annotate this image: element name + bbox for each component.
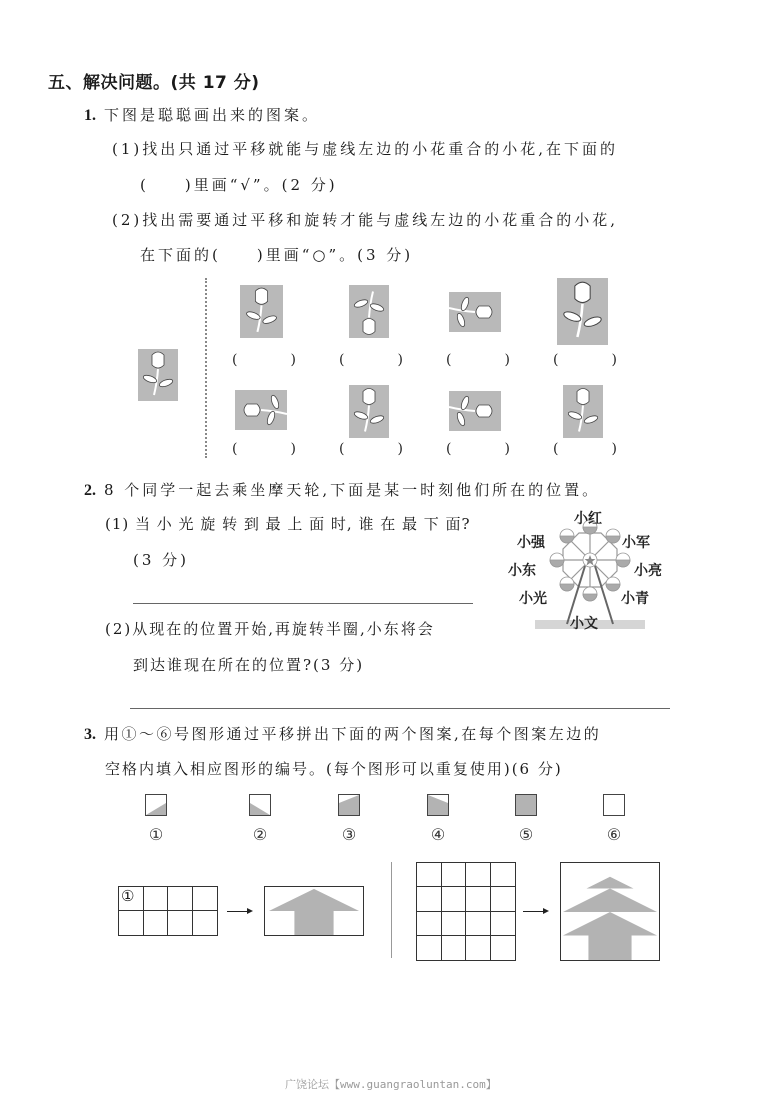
- wheel-label-bottom-left: 小光: [519, 591, 547, 607]
- pattern1-cell[interactable]: [193, 911, 218, 935]
- q1-sub2-line1: (2)找出需要通过平移和旋转才能与虚线左边的小花重合的小花,: [112, 211, 619, 229]
- answer-blank-r1-3[interactable]: [446, 352, 510, 368]
- q2-sub1-line2: (3 分): [133, 551, 190, 569]
- q2-stem: [84, 479, 600, 500]
- paren-left: (: [232, 441, 238, 457]
- tile-1-label: ①: [148, 825, 164, 844]
- paren-right: ): [397, 352, 403, 368]
- section-title: 五、解决问题。(共 17 分): [48, 73, 260, 93]
- pattern2-cell[interactable]: [466, 912, 491, 936]
- pattern2-cell[interactable]: [466, 863, 491, 887]
- paren-left: (: [553, 441, 559, 457]
- pattern2-cell[interactable]: [417, 863, 442, 887]
- arrow-right-icon: [227, 911, 251, 912]
- pattern2-cell[interactable]: [466, 936, 491, 960]
- q1-sub1-line2: ( )里画“√”。(2 分): [140, 176, 338, 194]
- flower-r1-3-icon: [449, 292, 501, 332]
- pattern2-cell[interactable]: [417, 887, 442, 911]
- pattern1-cell[interactable]: [144, 911, 169, 935]
- reference-flower-icon: [138, 349, 178, 401]
- q1-sub2-line2: 在下面的( )里画“○”。(3 分): [140, 246, 414, 264]
- pattern1-target: [264, 886, 364, 936]
- q1-number: 1.: [84, 107, 96, 124]
- answer-blank-r2-2[interactable]: [339, 441, 403, 457]
- tile-4-icon: [427, 794, 449, 816]
- answer-blank-r1-1[interactable]: [232, 352, 296, 368]
- arrow-house-icon: [265, 887, 363, 935]
- answer-blank-r1-2[interactable]: [339, 352, 403, 368]
- q2-sub2-line1: (2)从现在的位置开始,再旋转半圈,小东将会: [105, 620, 435, 638]
- q2-number: 2.: [84, 482, 96, 499]
- q2-stem-text: 8 个同学一起去乘坐摩天轮,下面是某一时刻他们所在的位置。: [104, 481, 601, 499]
- q1-stem: [84, 104, 320, 125]
- q3-stem-text: 用①～⑥号图形通过平移拼出下面的两个图案,在每个图案左边的: [104, 725, 602, 743]
- wheel-label-top: 小红: [574, 511, 602, 527]
- dashed-divider: [205, 278, 207, 458]
- q1-sub1-line1: (1)找出只通过平移就能与虚线左边的小花重合的小花,在下面的: [112, 140, 619, 158]
- ferris-wheel-diagram: [505, 508, 680, 648]
- pattern2-cell[interactable]: [442, 912, 467, 936]
- pattern1-cell[interactable]: [144, 887, 169, 911]
- flower-r2-2-icon: [349, 385, 389, 438]
- paren-right: ): [611, 352, 617, 368]
- q2-answer1-line[interactable]: [133, 603, 473, 604]
- wheel-label-top-left: 小强: [517, 535, 545, 551]
- pattern1-cell[interactable]: ①: [119, 887, 144, 911]
- wheel-label-bottom-right: 小青: [621, 591, 649, 607]
- pattern1-cell[interactable]: [168, 887, 193, 911]
- tile-3-label: ③: [341, 825, 357, 844]
- tile-6-label: ⑥: [606, 825, 622, 844]
- tile-4-label: ④: [430, 825, 446, 844]
- pattern2-answer-grid: [416, 862, 516, 961]
- q1-stem-text: 下图是聪聪画出来的图案。: [104, 106, 321, 124]
- paren-right: ): [290, 441, 296, 457]
- answer-blank-r1-4[interactable]: [553, 352, 617, 368]
- pattern2-cell[interactable]: [491, 936, 516, 960]
- q2-sub2-line2: 到达谁现在所在的位置?(3 分): [133, 656, 365, 674]
- q2-sub1-line1: (1) 当 小 光 旋 转 到 最 上 面 时, 谁 在 最 下 面?: [105, 515, 471, 533]
- wheel-label-right: 小亮: [634, 563, 662, 579]
- flower-r1-4-icon: [557, 278, 608, 345]
- footer-watermark: 广饶论坛【www.guangraoluntan.com】: [285, 1078, 497, 1091]
- answer-blank-r2-1[interactable]: [232, 441, 296, 457]
- tile-1-icon: [145, 794, 167, 816]
- paren-left: (: [553, 352, 559, 368]
- pattern2-cell[interactable]: [417, 936, 442, 960]
- tile-5-icon: [515, 794, 537, 816]
- pattern-divider: [391, 862, 392, 958]
- paren-left: (: [446, 352, 452, 368]
- pattern2-cell[interactable]: [442, 936, 467, 960]
- q3-number: 3.: [84, 726, 96, 743]
- tile-2-icon: [249, 794, 271, 816]
- pattern2-cell[interactable]: [442, 887, 467, 911]
- tile-6-icon: [603, 794, 625, 816]
- wheel-label-top-right: 小军: [622, 535, 650, 551]
- tile-3-icon: [338, 794, 360, 816]
- tile-2-label: ②: [252, 825, 268, 844]
- paren-left: (: [446, 441, 452, 457]
- flower-r2-4-icon: [563, 385, 603, 438]
- paren-left: (: [339, 441, 345, 457]
- q3-stem-line1: [84, 723, 601, 744]
- flower-r2-1-icon: [235, 390, 287, 430]
- pattern2-cell[interactable]: [466, 887, 491, 911]
- paren-left: (: [339, 352, 345, 368]
- paren-right: ): [504, 441, 510, 457]
- arrow-right-icon: [523, 911, 547, 912]
- pattern2-cell[interactable]: [491, 912, 516, 936]
- pattern2-cell[interactable]: [417, 912, 442, 936]
- paren-right: ): [611, 441, 617, 457]
- wheel-label-bottom: 小文: [570, 616, 598, 632]
- pattern1-cell[interactable]: [193, 887, 218, 911]
- answer-blank-r2-3[interactable]: [446, 441, 510, 457]
- q3-stem-line2: 空格内填入相应图形的编号。(每个图形可以重复使用)(6 分): [105, 760, 563, 778]
- paren-right: ): [290, 352, 296, 368]
- pattern2-target: [560, 862, 660, 961]
- answer-blank-r2-4[interactable]: [553, 441, 617, 457]
- paren-right: ): [397, 441, 403, 457]
- pattern1-cell[interactable]: [119, 911, 144, 935]
- tree-arrow-icon: [561, 863, 659, 960]
- pattern1-cell[interactable]: [168, 911, 193, 935]
- pattern2-cell[interactable]: [442, 863, 467, 887]
- pattern2-cell[interactable]: [491, 887, 516, 911]
- paren-right: ): [504, 352, 510, 368]
- flower-r1-1-icon: [240, 285, 283, 338]
- wheel-label-left: 小东: [508, 563, 536, 579]
- tile-5-label: ⑤: [518, 825, 534, 844]
- pattern2-cell[interactable]: [491, 863, 516, 887]
- pattern1-answer-grid: [118, 886, 218, 936]
- flower-r2-3-icon: [449, 391, 501, 431]
- paren-left: (: [232, 352, 238, 368]
- q2-answer2-line[interactable]: [130, 708, 670, 709]
- flower-r1-2-icon: [349, 285, 389, 338]
